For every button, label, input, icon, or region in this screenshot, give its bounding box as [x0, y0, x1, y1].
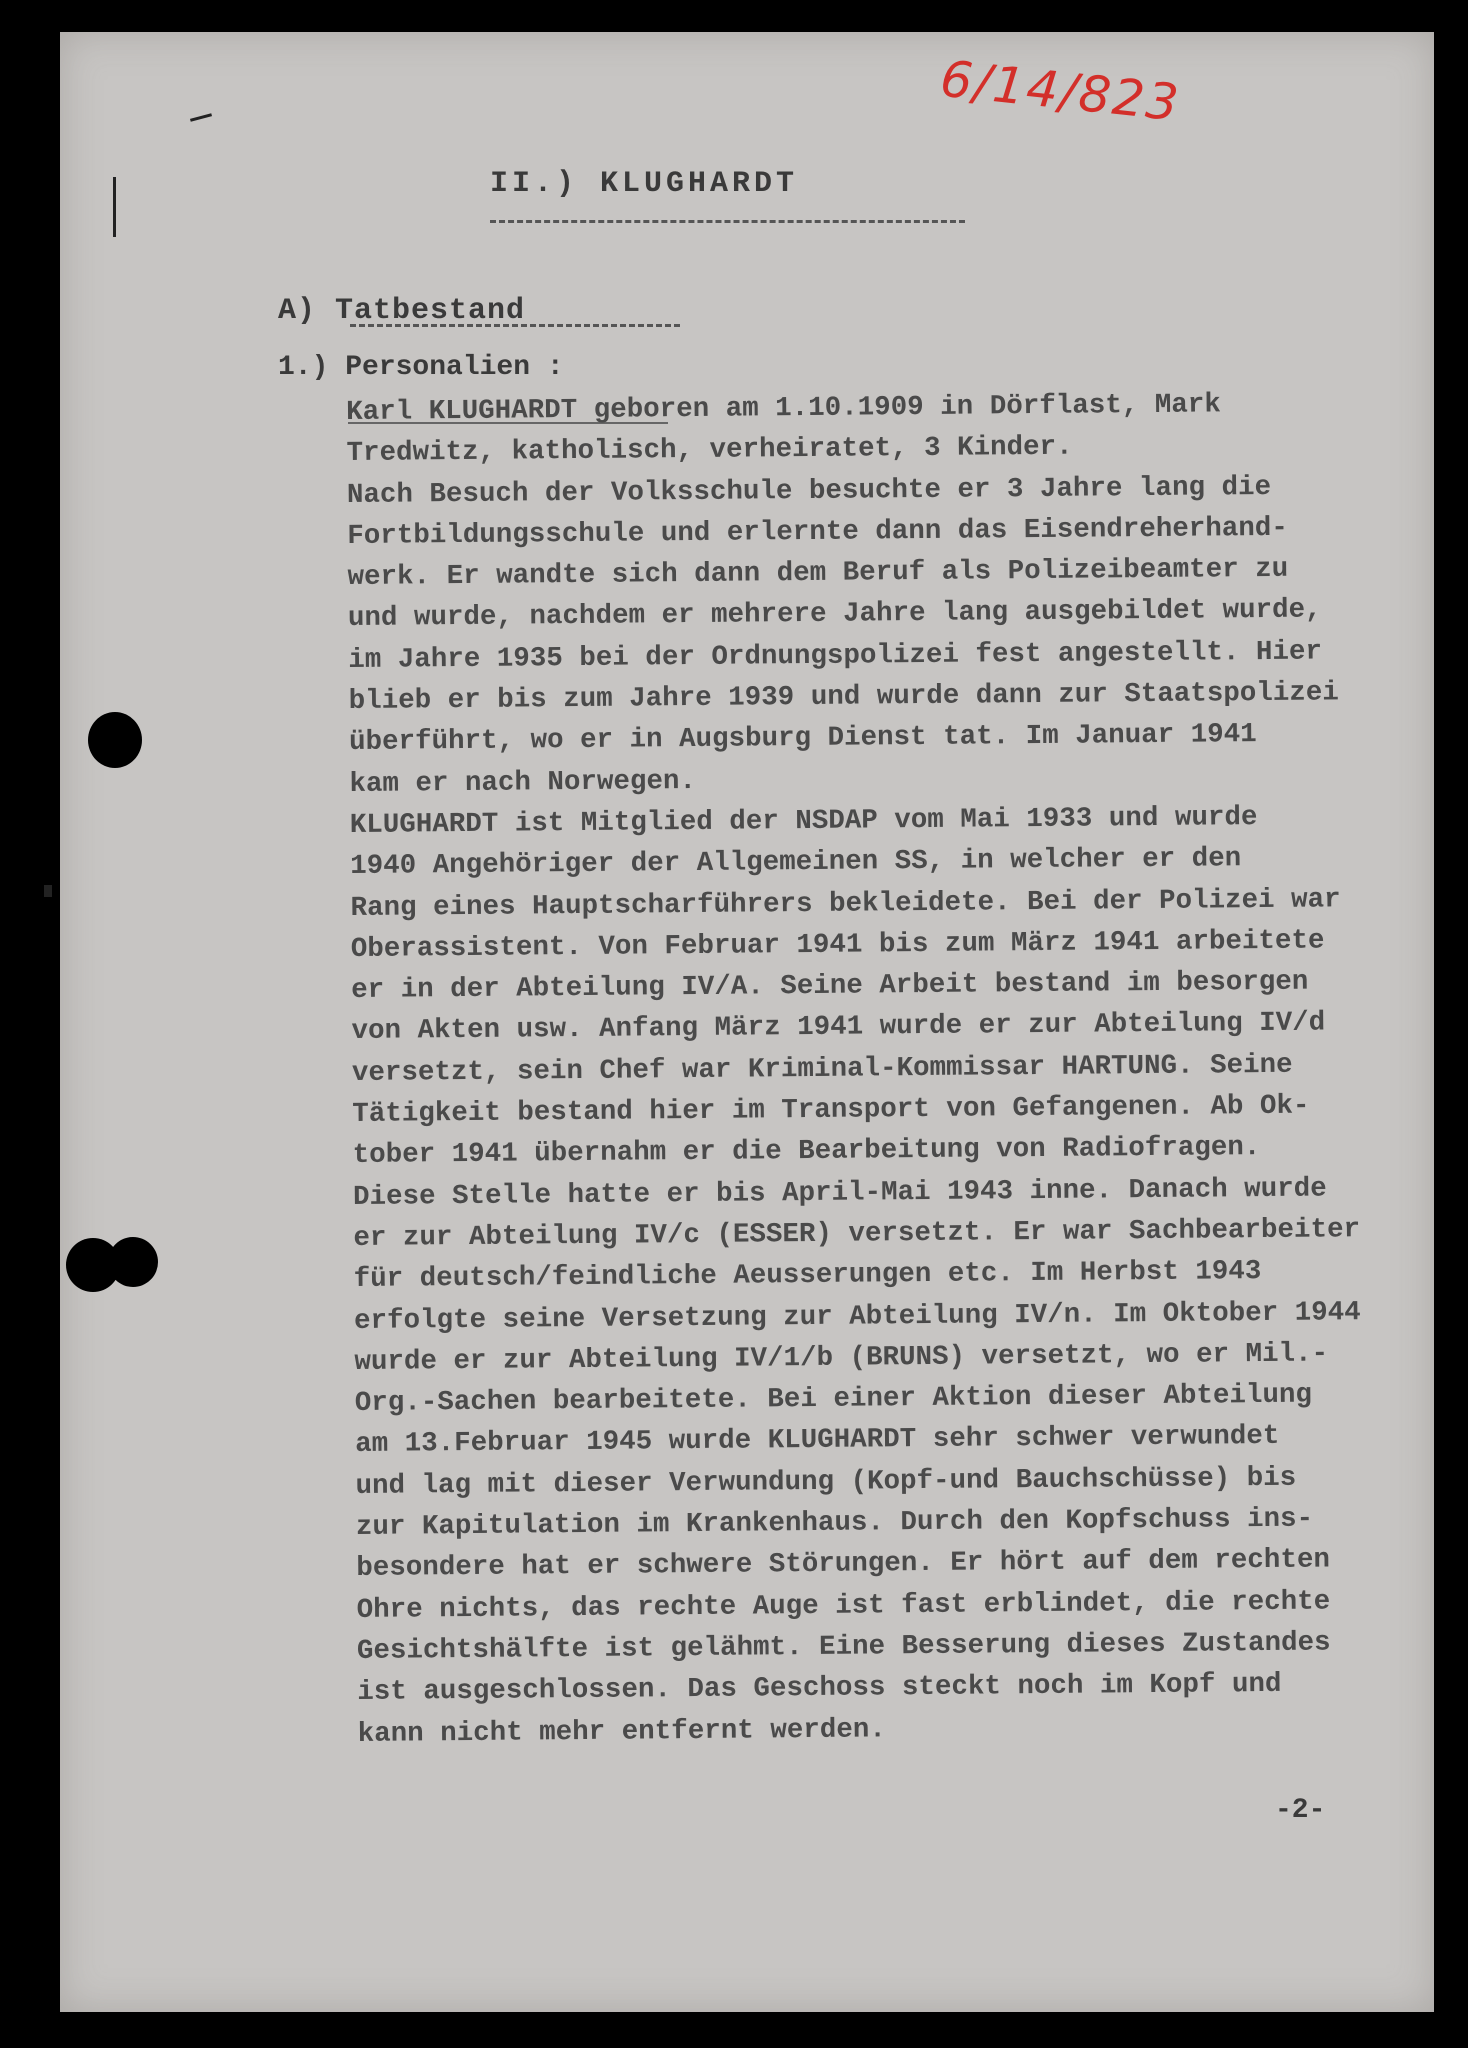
heading-underline — [490, 220, 965, 223]
document-heading: II.) KLUGHARDT — [490, 167, 799, 201]
margin-mark — [44, 885, 52, 897]
document-page — [60, 32, 1434, 2012]
section-heading: A) Tatbestand — [278, 294, 526, 328]
margin-mark — [113, 177, 116, 237]
section-underline — [350, 324, 680, 327]
punch-hole-bottom-2 — [108, 1237, 158, 1287]
margin-mark — [190, 113, 212, 122]
subsection-heading: 1.) Personalien : — [278, 352, 564, 383]
page-number: -2- — [1275, 1795, 1326, 1826]
body-paragraph: Karl KLUGHARDT geboren am 1.10.1909 in Dörflast, Mark Tredwitz, katholisch, verheiratet, 3 Kinder. Nach Besuch der Volksschule besuchte er 3 Jahre lang die Fortbildungsschule und erlernte dann das Eisendreherhand- werk. Er wandte sich dann dem Beruf als Polizeibeamter zu und wurde, nachdem er mehrere Jahre lang ausgebildet wurde, im Jahre 1935 bei der Ordnungspolizei fest angestellt. Hier blieb er bis zum Jahre 1939 und wurde dann zur Staatspolizei überführt, wo er in Augsburg Dienst tat. Im Januar 1941 kam er nach Norwegen. KLUGHARDT ist Mitglied der NSDAP vom Mai 1933 und wurde 1940 Angehöriger der Allgemeinen SS, in welcher er den Rang eines Hauptscharführers bekleidete. Bei der Polizei war Oberassistent. Von Februar 1941 bis zum März 1941 arbeitete er in der Abteilung IV/A. Seine Arbeit bestand im besorgen von Akten usw. Anfang März 1941 wurde er zur Abteilung IV/d versetzt, sein Chef war Kriminal-Kommissar HARTUNG. Seine Tätigkeit bestand hier im Transport von Gefangenen. Ab Ok- tober 1941 übernahm er die Bearbeitung von Radiofragen. Diese Stelle hatte er bis April-Mai 1943 inne. Danach wurde er zur Abteilung IV/c (ESSER) versetzt. Er war Sachbearbeiter für deutsch/feindliche Aeusserungen etc. Im Herbst 1943 erfolgte seine Versetzung zur Abteilung IV/n. Im Oktober 1944 wurde er zur Abteilung IV/1/b (BRUNS) versetzt, wo er Mil.- Org.-Sachen bearbeitete. Bei einer Aktion dieser Abteilung am 13.Februar 1945 wurde KLUGHARDT sehr schwer verwundet und lag mit dieser Verwundung (Kopf-und Bauchschüsse) bis zur Kapitulation im Krankenhaus. Durch den Kopfschuss ins- besondere hat er schwere Störungen. Er hört auf dem rechten Ohre nichts, das rechte Auge ist fast erblindet, die rechte Gesichtshälfte ist gelähmt. Eine Besserung dieses Zustandes ist ausgeschlossen. Das Geschoss steckt noch im Kopf und kann nicht mehr entfernt werden. — [346, 389, 1361, 1750]
archive-reference-annotation: 6/14/823 — [937, 49, 1183, 133]
punch-hole-top — [88, 712, 142, 768]
